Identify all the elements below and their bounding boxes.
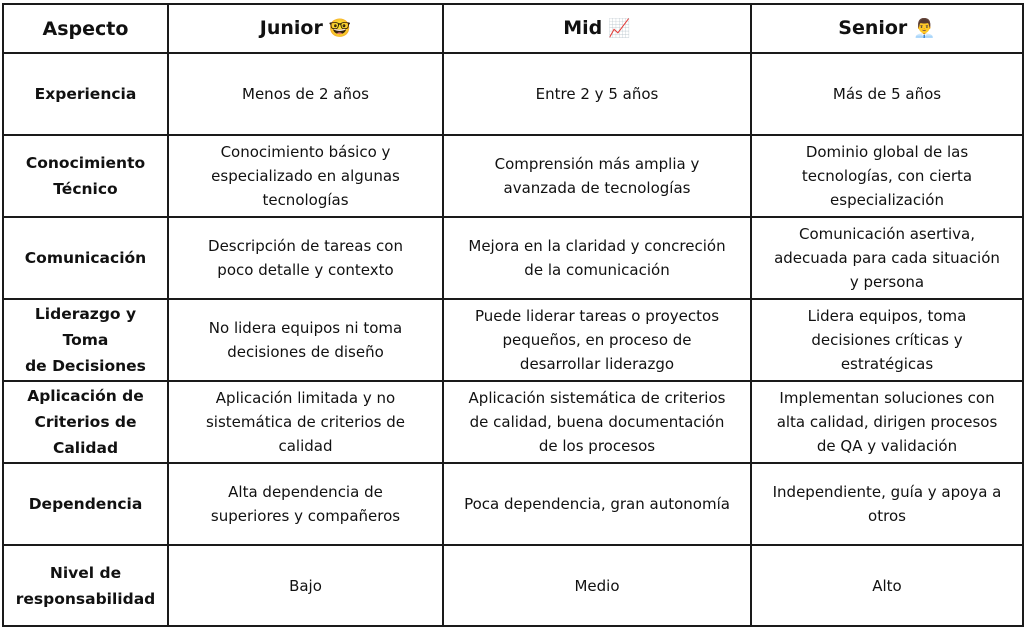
header-junior: Junior 🤓 — [168, 4, 443, 53]
cell-line: de los procesos — [538, 437, 656, 455]
cell-line: Descripción de tareas con — [208, 237, 403, 255]
mid-cell — [443, 381, 751, 463]
cell-line: adecuada para cada situación — [774, 249, 1000, 267]
cell-line: Poca dependencia, gran autonomía — [464, 495, 730, 513]
cell-line: poco detalle y contexto — [217, 261, 394, 279]
mid-cell — [443, 135, 751, 217]
cell-line: superiores y compañeros — [210, 507, 401, 525]
nerd-face-icon: 🤓 — [328, 18, 352, 39]
cell-line: Nivel de — [49, 563, 122, 582]
cell-line: Entre 2 y 5 años — [535, 85, 659, 103]
aspect-cell — [3, 135, 168, 217]
cell-line: Alta dependencia de — [228, 483, 383, 501]
cell-line: Conocimiento básico y — [220, 143, 391, 161]
senior-cell — [751, 53, 1023, 135]
aspect-cell — [3, 53, 168, 135]
cell-line: Puede liderar tareas o proyectos — [474, 307, 720, 325]
cell-line: Comunicación asertiva, — [798, 225, 976, 243]
junior-cell — [168, 299, 443, 381]
cell-line: pequeños, en proceso de — [502, 331, 692, 349]
junior-cell — [168, 381, 443, 463]
cell-line: de la comunicación — [524, 261, 670, 279]
table-row — [3, 381, 1023, 463]
cell-line: de Decisiones — [25, 357, 146, 375]
comparison-table — [2, 3, 1024, 627]
cell-line: desarrollar liderazgo — [519, 355, 675, 373]
header-mid: Mid 📈 — [443, 4, 751, 53]
mid-cell — [443, 53, 751, 135]
cell-line: decisiones críticas y — [811, 331, 963, 349]
aspect-cell — [3, 217, 168, 299]
table-row — [3, 463, 1023, 545]
header-aspect: Aspecto — [3, 4, 168, 53]
cell-line: Técnico — [53, 180, 118, 198]
senior-cell — [751, 217, 1023, 299]
aspect-cell — [3, 463, 168, 545]
table-row — [3, 299, 1023, 381]
cell-line: otros — [868, 507, 906, 525]
cell-line: Conocimiento — [25, 154, 146, 172]
cell-line: Comprensión más amplia y — [494, 155, 700, 173]
mid-cell — [443, 545, 751, 626]
cell-line: Implementan soluciones con — [779, 389, 995, 407]
cell-line: y persona — [849, 273, 925, 291]
cell-line: responsabilidad — [15, 589, 156, 608]
mid-cell — [443, 463, 751, 545]
cell-line: Criterios de — [34, 413, 137, 431]
cell-line: avanzada de tecnologías — [503, 179, 691, 197]
cell-line: No lidera equipos ni toma — [208, 319, 403, 337]
cell-line: especializado en algunas — [211, 167, 400, 185]
junior-cell — [168, 53, 443, 135]
cell-line: Aplicación limitada y no — [215, 389, 396, 407]
cell-line: Aplicación de — [27, 387, 144, 405]
cell-line: alta calidad, dirigen procesos — [776, 413, 998, 431]
aspect-cell — [3, 381, 168, 463]
aspect-cell — [3, 545, 168, 626]
cell-line: sistemática de criterios de — [205, 413, 406, 431]
cell-line: Medio — [574, 576, 620, 595]
cell-line: Mejora en la claridad y concreción — [468, 237, 726, 255]
cell-line: Dependencia — [28, 495, 143, 513]
cell-line: calidad — [278, 437, 333, 455]
junior-cell — [168, 463, 443, 545]
senior-cell — [751, 545, 1023, 626]
cell-line: tecnologías, con cierta — [801, 167, 973, 185]
cell-line: Alto — [872, 576, 902, 595]
junior-cell — [168, 217, 443, 299]
cell-line: Liderazgo y Toma — [34, 305, 137, 349]
cell-line: Independiente, guía y apoya a — [772, 483, 1002, 501]
cell-line: Bajo — [289, 576, 322, 595]
table-row — [3, 135, 1023, 217]
cell-line: Aplicación sistemática de criterios — [468, 389, 726, 407]
senior-cell — [751, 299, 1023, 381]
cell-line: decisiones de diseño — [227, 343, 384, 361]
senior-cell — [751, 381, 1023, 463]
table-row — [3, 217, 1023, 299]
mid-cell — [443, 299, 751, 381]
cell-line: estratégicas — [840, 355, 934, 373]
cell-line: Menos de 2 años — [242, 85, 369, 103]
businessman-icon: 👨‍💼 — [913, 18, 936, 39]
cell-line: Comunicación — [24, 249, 147, 267]
header-senior: Senior 👨‍💼 — [751, 4, 1023, 53]
cell-line: de calidad, buena documentación — [469, 413, 725, 431]
cell-line: de QA y validación — [816, 437, 958, 455]
cell-line: Calidad — [52, 439, 119, 457]
table-row — [3, 53, 1023, 135]
cell-line: Dominio global de las — [805, 143, 969, 161]
table-row — [3, 545, 1023, 626]
cell-line: Lidera equipos, toma — [807, 307, 967, 325]
mid-cell — [443, 217, 751, 299]
cell-line: Más de 5 años — [832, 85, 942, 103]
cell-line: especialización — [830, 191, 944, 209]
senior-cell — [751, 135, 1023, 217]
cell-line: tecnologías — [262, 191, 349, 209]
senior-cell — [751, 463, 1023, 545]
aspect-cell — [3, 299, 168, 381]
cell-line: Experiencia — [34, 85, 137, 103]
junior-cell — [168, 135, 443, 217]
junior-cell — [168, 545, 443, 626]
header-row — [3, 4, 1023, 53]
chart-icon: 📈 — [608, 18, 631, 39]
